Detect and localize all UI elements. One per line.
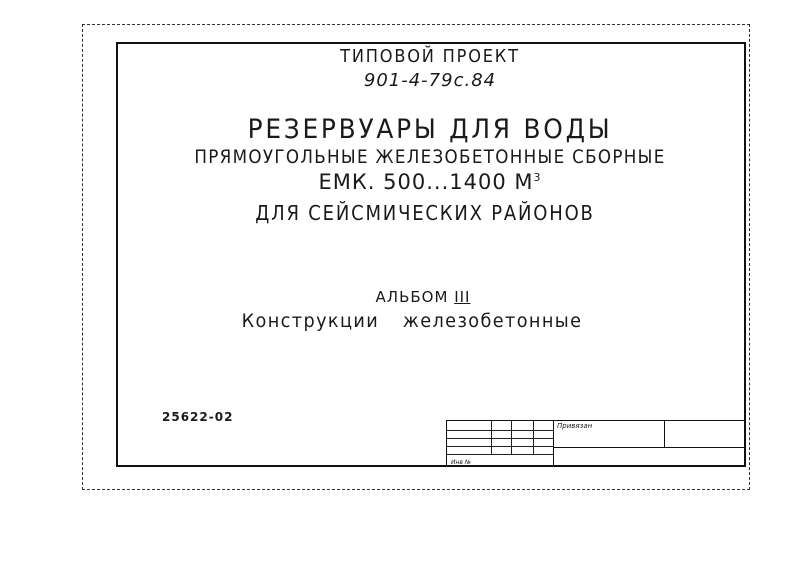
stamp-grid-line xyxy=(533,421,534,455)
inner-title-frame xyxy=(116,42,746,467)
stamp-divider xyxy=(664,421,665,447)
album-word: АЛЬБОМ xyxy=(375,288,449,306)
stamp-grid-line xyxy=(447,454,553,455)
linked-label: Привязан xyxy=(557,422,593,430)
album-label xyxy=(23,288,800,306)
stamp-divider xyxy=(553,447,745,448)
capacity-text: ЕМК. 500...1400 М xyxy=(318,170,534,194)
project-number: 901-4-79с.84 xyxy=(363,70,497,91)
album-subtitle: Конструкции железобетонные xyxy=(241,310,583,332)
document-code: 25622-02 xyxy=(162,410,234,424)
album-numeral: III xyxy=(454,288,471,306)
stamp-grid-line xyxy=(447,446,553,447)
stamp-grid-line xyxy=(447,430,553,431)
series-label: ТИПОВОЙ ПРОЕКТ xyxy=(340,46,520,67)
title-line-1: ПРЯМОУГОЛЬНЫЕ ЖЕЛЕЗОБЕТОННЫЕ СБОРНЫЕ xyxy=(194,146,666,168)
stamp-grid-line xyxy=(511,421,512,455)
stamp-grid-line xyxy=(491,421,492,455)
cubic-superscript: 3 xyxy=(533,171,542,184)
title-line-3: ДЛЯ СЕЙСМИЧЕСКИХ РАЙОНОВ xyxy=(255,201,595,225)
stamp-divider xyxy=(553,421,554,467)
title-stamp xyxy=(446,420,746,467)
title-line-2 xyxy=(30,170,800,194)
stamp-grid-line xyxy=(447,438,553,439)
document-title: РЕЗЕРВУАРЫ ДЛЯ ВОДЫ xyxy=(247,114,613,145)
inventory-label: Инв № xyxy=(451,459,472,466)
